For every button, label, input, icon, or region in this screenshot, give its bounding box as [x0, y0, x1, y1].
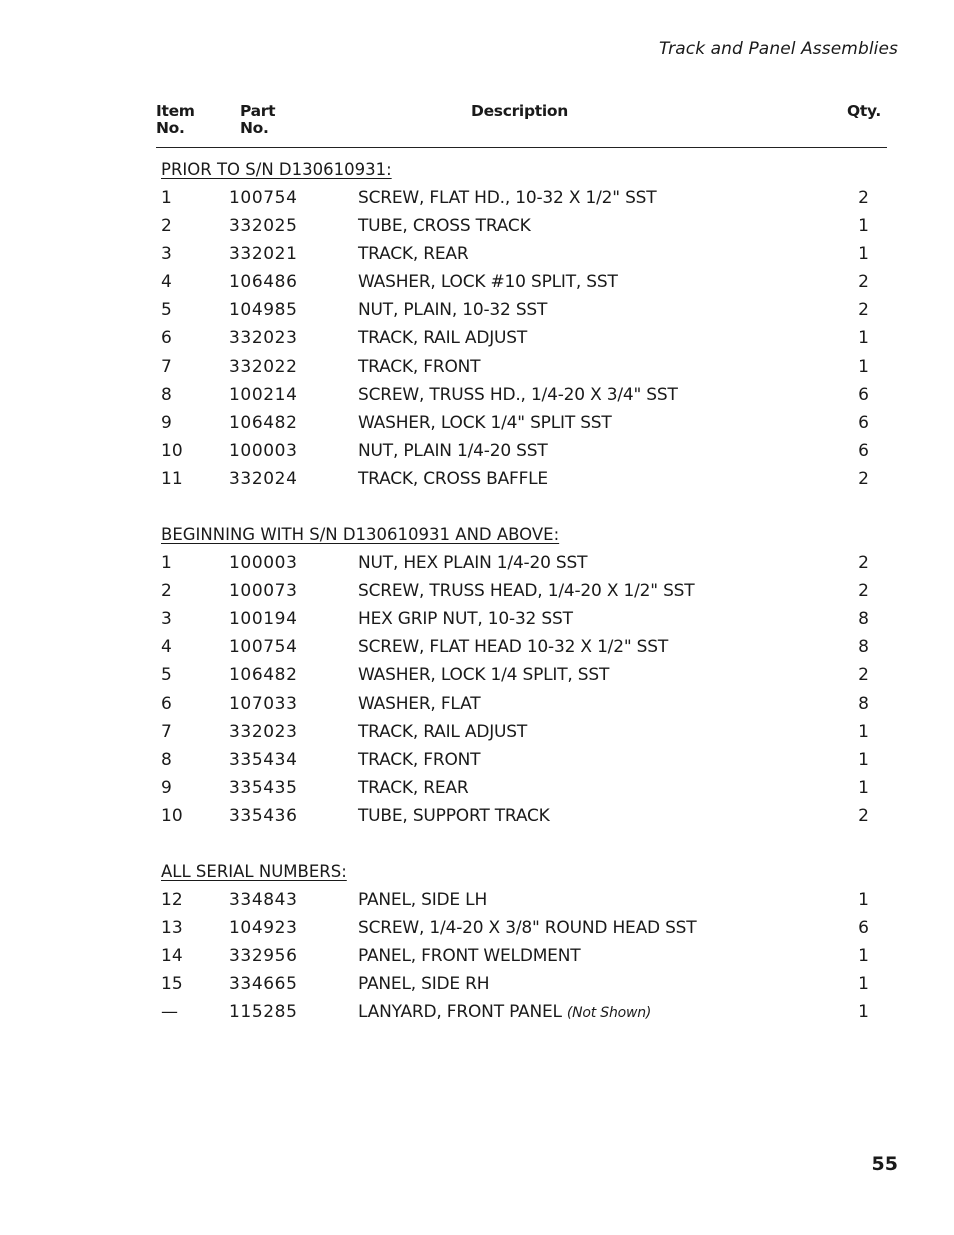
part-number-cell: 100754 [229, 188, 298, 208]
part-number-cell: 334843 [229, 889, 298, 910]
table-row [0, 324, 954, 352]
description-cell: SCREW, FLAT HEAD 10-32 X 1/2" SST [358, 637, 669, 658]
item-number-cell: 8 [161, 749, 172, 770]
item-number-cell: 9 [161, 412, 172, 433]
description-cell: SCREW, TRUSS HD., 1/4-20 X 3/4" SST [358, 384, 678, 405]
table-row [0, 886, 954, 914]
description-note: (Not Shown) [566, 1005, 652, 1022]
part-number-cell: 100003 [229, 440, 298, 461]
description-cell: PANEL, FRONT WELDMENT [358, 946, 581, 967]
table-row [0, 718, 954, 746]
quantity-cell: 2 [858, 188, 869, 208]
item-number-cell: 1 [161, 188, 172, 208]
part-number-cell: 332023 [229, 328, 298, 349]
table-row [0, 605, 954, 633]
column-header-part-line1: Part [240, 102, 276, 120]
table-row [0, 998, 954, 1026]
table-row [0, 914, 954, 942]
description-cell: HEX GRIP NUT, 10-32 SST [358, 609, 573, 630]
table-row [0, 437, 954, 465]
part-number-cell: 335436 [229, 805, 298, 826]
column-header-part-line2: No. [240, 119, 269, 137]
table-row [0, 970, 954, 998]
item-number-cell: 2 [161, 581, 172, 602]
table-row [0, 802, 954, 830]
description-cell: NUT, PLAIN 1/4-20 SST [358, 440, 548, 461]
table-row [0, 633, 954, 661]
item-number-cell: 9 [161, 777, 172, 798]
part-number-cell: 115285 [229, 1002, 298, 1023]
item-number-cell: 7 [161, 721, 172, 742]
part-number-cell: 106482 [229, 665, 298, 686]
description-cell: TRACK, RAIL ADJUST [358, 328, 528, 349]
item-number-cell: 1 [161, 553, 172, 574]
table-row [0, 409, 954, 437]
item-number-cell: 6 [161, 693, 172, 714]
description-cell: SCREW, FLAT HD., 10-32 X 1/2" SST [358, 188, 657, 208]
table-row [0, 577, 954, 605]
part-number-cell: 100194 [229, 609, 298, 630]
item-number-cell: 8 [161, 384, 172, 405]
parts-section [0, 521, 954, 830]
item-number-cell: 15 [161, 974, 183, 995]
part-number-cell: 335435 [229, 777, 298, 798]
table-row [0, 549, 954, 577]
column-header-item-line1: Item [156, 102, 195, 120]
item-number-cell: 4 [161, 637, 172, 658]
description-cell: TUBE, SUPPORT TRACK [358, 805, 550, 826]
item-number-cell: 11 [161, 468, 183, 489]
table-row [0, 381, 954, 409]
table-row [0, 465, 954, 493]
column-header-description: Description [471, 102, 568, 120]
table-row [0, 212, 954, 240]
item-number-cell: — [161, 1002, 178, 1023]
table-row [0, 268, 954, 296]
part-number-cell: 104985 [229, 300, 298, 321]
description-cell: TRACK, RAIL ADJUST [358, 721, 528, 742]
part-number-cell: 106482 [229, 412, 298, 433]
item-number-cell: 14 [161, 946, 183, 967]
part-number-cell: 100073 [229, 581, 298, 602]
quantity-cell: 1 [858, 749, 869, 770]
quantity-cell: 2 [858, 805, 869, 826]
item-number-cell: 2 [161, 216, 172, 237]
quantity-cell: 1 [858, 721, 869, 742]
quantity-cell: 1 [858, 356, 869, 377]
item-number-cell: 10 [161, 440, 183, 461]
item-number-cell: 13 [161, 918, 183, 939]
description-cell: NUT, HEX PLAIN 1/4-20 SST [358, 553, 588, 574]
quantity-cell: 8 [858, 609, 869, 630]
table-row [0, 774, 954, 802]
part-number-cell: 106486 [229, 272, 298, 293]
quantity-cell: 1 [858, 974, 869, 995]
description-cell: WASHER, LOCK 1/4 SPLIT, SST [358, 665, 610, 686]
part-number-cell: 100214 [229, 384, 298, 405]
column-header-item-no [156, 103, 195, 137]
parts-table-header [156, 103, 887, 148]
part-number-cell: 332023 [229, 721, 298, 742]
quantity-cell: 2 [858, 272, 869, 293]
quantity-cell: 1 [858, 889, 869, 910]
part-number-cell: 332025 [229, 216, 298, 237]
part-number-cell: 332022 [229, 356, 298, 377]
quantity-cell: 6 [858, 918, 869, 939]
description-cell: TUBE, CROSS TRACK [358, 216, 531, 237]
quantity-cell: 1 [858, 1002, 869, 1023]
parts-list [0, 156, 954, 1054]
table-row [0, 690, 954, 718]
description-cell: TRACK, REAR [358, 244, 469, 265]
description-cell: WASHER, LOCK 1/4" SPLIT SST [358, 412, 612, 433]
table-row [0, 184, 954, 212]
section-title: ALL SERIAL NUMBERS: [161, 861, 347, 881]
description-cell: TRACK, CROSS BAFFLE [358, 468, 548, 489]
quantity-cell: 1 [858, 777, 869, 798]
part-number-cell: 332956 [229, 946, 298, 967]
item-number-cell: 10 [161, 805, 183, 826]
item-number-cell: 5 [161, 665, 172, 686]
item-number-cell: 3 [161, 609, 172, 630]
section-title: BEGINNING WITH S/N D130610931 AND ABOVE: [161, 525, 560, 545]
quantity-cell: 2 [858, 581, 869, 602]
quantity-cell: 8 [858, 637, 869, 658]
table-row [0, 240, 954, 268]
description-cell: TRACK, REAR [358, 777, 469, 798]
description-cell: WASHER, LOCK #10 SPLIT, SST [358, 272, 618, 293]
page-number: 55 [871, 1153, 898, 1175]
table-row [0, 661, 954, 689]
quantity-cell: 1 [858, 216, 869, 237]
description-text: LANYARD, FRONT PANEL [358, 1002, 562, 1023]
part-number-cell: 107033 [229, 693, 298, 714]
item-number-cell: 7 [161, 356, 172, 377]
description-cell: TRACK, FRONT [358, 356, 481, 377]
description-cell: PANEL, SIDE RH [358, 974, 490, 995]
description-cell: TRACK, FRONT [358, 749, 481, 770]
running-header-title: Track and Panel Assemblies [659, 39, 898, 59]
parts-section [0, 858, 954, 1026]
part-number-cell: 100003 [229, 553, 298, 574]
item-number-cell: 3 [161, 244, 172, 265]
item-number-cell: 4 [161, 272, 172, 293]
quantity-cell: 2 [858, 468, 869, 489]
part-number-cell: 332024 [229, 468, 298, 489]
column-header-part-no [240, 103, 275, 137]
part-number-cell: 104923 [229, 918, 298, 939]
section-title: PRIOR TO S/N D130610931: [161, 160, 392, 179]
description-cell [358, 998, 651, 1027]
part-number-cell: 334665 [229, 974, 298, 995]
item-number-cell: 5 [161, 300, 172, 321]
part-number-cell: 335434 [229, 749, 298, 770]
quantity-cell: 1 [858, 946, 869, 967]
quantity-cell: 6 [858, 440, 869, 461]
table-row [0, 746, 954, 774]
description-cell: NUT, PLAIN, 10-32 SST [358, 300, 548, 321]
quantity-cell: 1 [858, 244, 869, 265]
quantity-cell: 6 [858, 384, 869, 405]
column-header-qty: Qty. [847, 102, 881, 120]
description-cell: WASHER, FLAT [358, 693, 481, 714]
parts-section [0, 156, 954, 493]
table-row [0, 296, 954, 324]
column-header-item-line2: No. [156, 119, 185, 137]
description-cell: SCREW, 1/4-20 X 3/8" ROUND HEAD SST [358, 918, 697, 939]
table-row [0, 942, 954, 970]
quantity-cell: 8 [858, 693, 869, 714]
quantity-cell: 2 [858, 300, 869, 321]
quantity-cell: 6 [858, 412, 869, 433]
description-cell: SCREW, TRUSS HEAD, 1/4-20 X 1/2" SST [358, 581, 695, 602]
quantity-cell: 2 [858, 553, 869, 574]
quantity-cell: 1 [858, 328, 869, 349]
part-number-cell: 332021 [229, 244, 298, 265]
part-number-cell: 100754 [229, 637, 298, 658]
quantity-cell: 2 [858, 665, 869, 686]
description-cell: PANEL, SIDE LH [358, 889, 488, 910]
item-number-cell: 12 [161, 889, 183, 910]
item-number-cell: 6 [161, 328, 172, 349]
table-row [0, 353, 954, 381]
